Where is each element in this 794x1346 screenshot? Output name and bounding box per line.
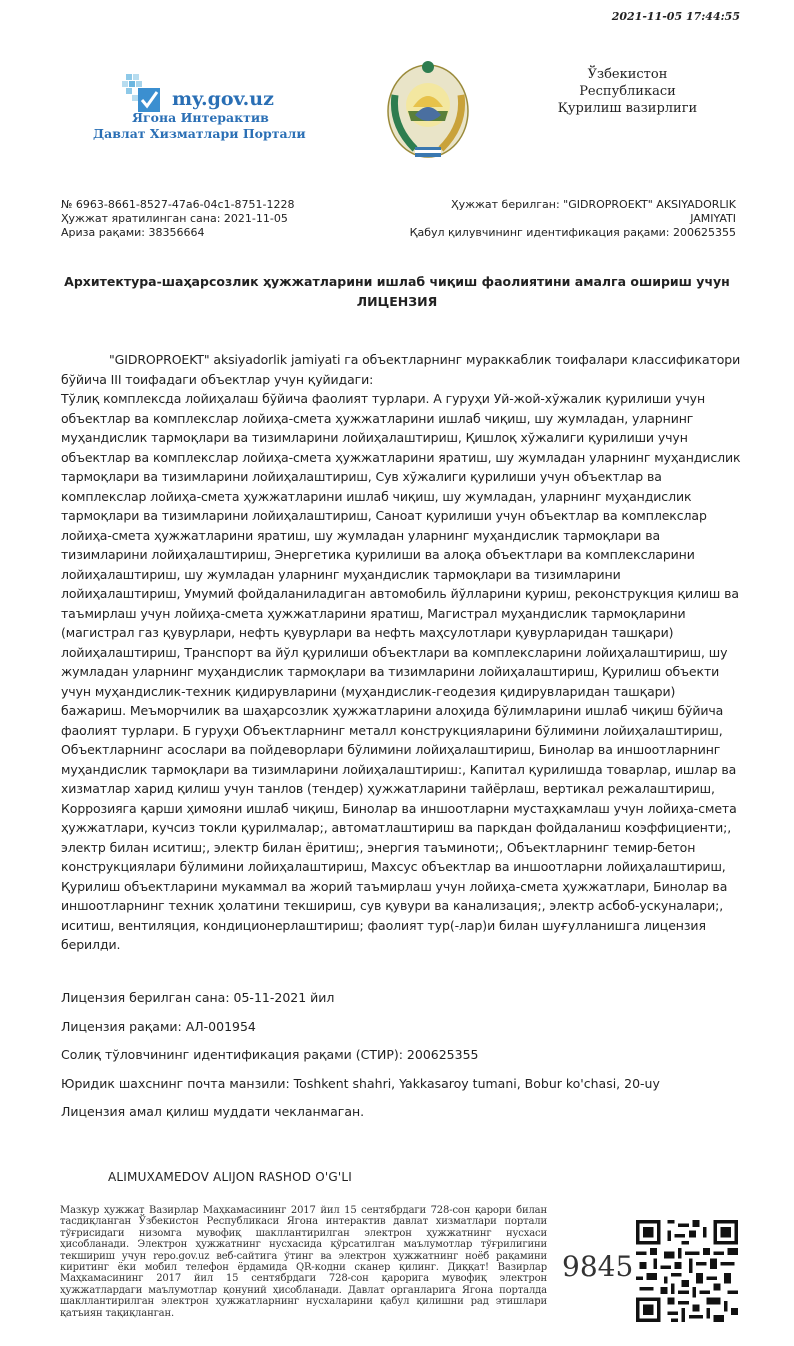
- ministry-name: [555, 66, 700, 117]
- portal-name-line1: Ягона Интерактив: [132, 110, 269, 125]
- license-body: [61, 350, 741, 955]
- document-meta-right: [410, 198, 736, 240]
- tax-id: Солиқ тўловчининг идентификация рақами (СТИР): 200625355: [61, 1047, 479, 1062]
- portal-site-name: my.gov.uz: [172, 88, 274, 110]
- issue-date: Лицензия берилган сана: 05-11-2021 йил: [61, 990, 335, 1005]
- issued-to-line2: JAMIYATI: [690, 212, 736, 225]
- ministry-line2: Республикаси: [579, 84, 676, 99]
- title-line2: ЛИЦЕНЗИЯ: [356, 294, 438, 309]
- verification-code: 9845: [562, 1250, 634, 1283]
- state-emblem-icon: [385, 55, 471, 163]
- document-timestamp: 2021-11-05 17:44:55: [611, 10, 740, 23]
- document-created-date: Ҳужжат яратилинган сана: 2021-11-05: [61, 212, 288, 225]
- application-number: Ариза рақами: 38356664: [61, 226, 205, 239]
- ministry-line3: Қурилиш вазирлиги: [557, 101, 698, 116]
- issued-to-line1: Ҳужжат берилган: "GIDROPROEKT" AKSIYADORLIK: [451, 198, 736, 211]
- qr-code-icon[interactable]: [636, 1220, 738, 1322]
- document-title: [50, 272, 744, 312]
- signer-name: ALIMUXAMEDOV ALIJON RASHOD O'G'LI: [108, 1170, 353, 1184]
- portal-checkmark-icon: [122, 74, 160, 114]
- document-meta-left: [61, 198, 295, 240]
- postal-address: Юридик шахснинг почта манзили: Toshkent shahri, Yakkasaroy tumani, Bobur ko'chasi, 20-uy: [61, 1076, 660, 1091]
- license-number: Лицензия рақами: АЛ-001954: [61, 1019, 256, 1034]
- portal-name-line2: Давлат Хизматлари Портали: [93, 126, 306, 141]
- title-line1: Архитектура-шаҳарсозлик ҳужжатларини ишлаб чиқиш фаолиятини амалга ошириш учун: [64, 274, 730, 289]
- portal-logo: [93, 72, 320, 152]
- receiver-id: Қабул қилувчининг идентификация рақами: 200625355: [409, 226, 736, 239]
- document-number: № 6963-8661-8527-47a6-04c1-8751-1228: [61, 198, 295, 211]
- license-body-text: "GIDROPROEKT" aksiyadorlik jamiyati га объектларнинг мураккаблик тоифалари классификатори бўйича III тоифадаги объектлар учун қуйидаги: Тўлиқ комплексда лойиҳалаш бўйича фаолият турлари. А гуруҳи Уй-жой-хўжалик қурилиши учун объектлар ва комплекслар лойиҳа-смета ҳужжатларини ишлаб чиқиш, шу жумладан, уларнинг муҳандислик тармоқлари ва тизимларини лойиҳалаштириш, Қишлоқ хўжалиги қурилиши учун объектлар ва комплекслар лойиҳа-смета ҳужжатларини яратиш, шу жумладан уларнинг муҳандислик тармоқлари ва тизимларини лойиҳалаштириш, Сув хўжалиги қурилиши учун объектлар ва комплекслар лойиҳа-смета ҳужжатларини ишлаб чиқиш, шу жумладан, уларнинг муҳандислик тармоқлари ва тизимларини лойиҳалаштириш, Саноат қурилиши учун объектлар ва комплекслар лойиҳа-смета ҳужжатларини яратиш, шу жумладан уларнинг муҳандислик тармоқлари ва тизимларини лойиҳалаштириш, Энергетика қурилиши ва алоқа объектлари ва комплексларини лойиҳалаштириш, шу жумладан уларнинг муҳандислик тармоқлари ва тизимларини лойиҳалаштириш, Умумий фойдаланиладиган автомобиль йўлларини қуриш, реконструкция қилиш ва таъмирлаш учун лойиҳа-смета ҳужжатларини яратиш, Магистрал муҳандислик тармоқларини (магистрал газ қувурлари, нефть қувурлари ва нефть маҳсулотлари қувурларидан ташқари) лойиҳалаштириш, Транспорт ва йўл қурилиши объектлари ва комплексларини лойиҳалаштириш, шу жумладан уларнинг муҳандислик тармоқлари ва тизимларини лойиҳалаштириш, Қурилиш объекти учун муҳандислик-техник қидирувларини (муҳандислик-геодезия қидирувларидан ташқари) бажариш. Меъморчилик ва шаҳарсозлик ҳужжатларини алоҳида бўлимларини ишлаб чиқиш бўйича фаолият турлари. Б гуруҳи Объектларнинг металл конструкцияларини бўлимини лойиҳалаштириш, Объектларнинг асослари ва пойдеворлари бўлимини лойиҳалаштириш, Бинолар ва иншоотларнинг муҳандислик тармоқлари ва тизимларини лойиҳалаштириш:, Капитал қурилишда товарлар, ишлар ва хизматлар харид қилиш учун танлов (тендер) ҳужжатларини тайёрлаш, вертикал режалаштириш, Коррозияга қарши ҳимояни ишлаб чиқиш, Бинолар ва иншоотларни мустаҳкамлаш учун лойиҳа-смета ҳужжатлари, кучсиз токли қурилмалар;, автоматлаштириш ва паркдан фойдаланиш коэффициенти;, электр билан иситиш;, электр билан ёритиш;, энергия таъминоти;, Объектларнинг темир-бетон конструкциялари бўлимини лойиҳалаштириш, Махсус объектлар ва иншоотларни лойиҳалаштириш, Қурилиш объектларини мукаммал ва жорий таъмирлаш учун лойиҳа-смета ҳужжатлари, Бинолар ва иншоотларнинг техник ҳолатини текшириш, сув қувури ва канализация;, электр асбоб-ускуналари;, иситиш, вентиляция, кондиционерлаштириш; фаолият тур(-лар)и билан шуғулланишга лицензия берилди.: [61, 352, 741, 952]
- ministry-line1: Ўзбекистон: [587, 67, 668, 82]
- legal-footer: Мазкур ҳужжат Вазирлар Маҳкамасининг 2017 йил 15 сентябрдаги 728-сон қарори билан тасдиқланган Ўзбекистон Республикаси Ягона интерактив давлат хизматлари портали тўғрисидаги низомга мувофиқ шакллантирилган электрон ҳужжатнинг нусхаси ҳисобланади. Электрон ҳужжатнинг нусхасида қўрсатилган маълумотлар тўғрилигини текшириш учун repo.gov.uz веб-сайтига ўтинг ва электрон ҳужжатнинг ноёб рақамини киритинг ёки мобил телефон ёрдамида QR-кодни сканер қилинг. Диққат! Вазирлар Маҳкамасининг 2017 йил 15 сентябрдаги 728-сон қарорига мувофиқ электрон ҳужжатлардаги маълумотлар қонуний ҳисобланади. Давлат органларига Ягона порталда шакллантирилган электрон ҳужжатларнинг нусхаларини қабул қилишни рад этишлари қатъиян тақиқланган.: [60, 1205, 547, 1319]
- license-validity: Лицензия амал қилиш муддати чекланмаган.: [61, 1104, 365, 1119]
